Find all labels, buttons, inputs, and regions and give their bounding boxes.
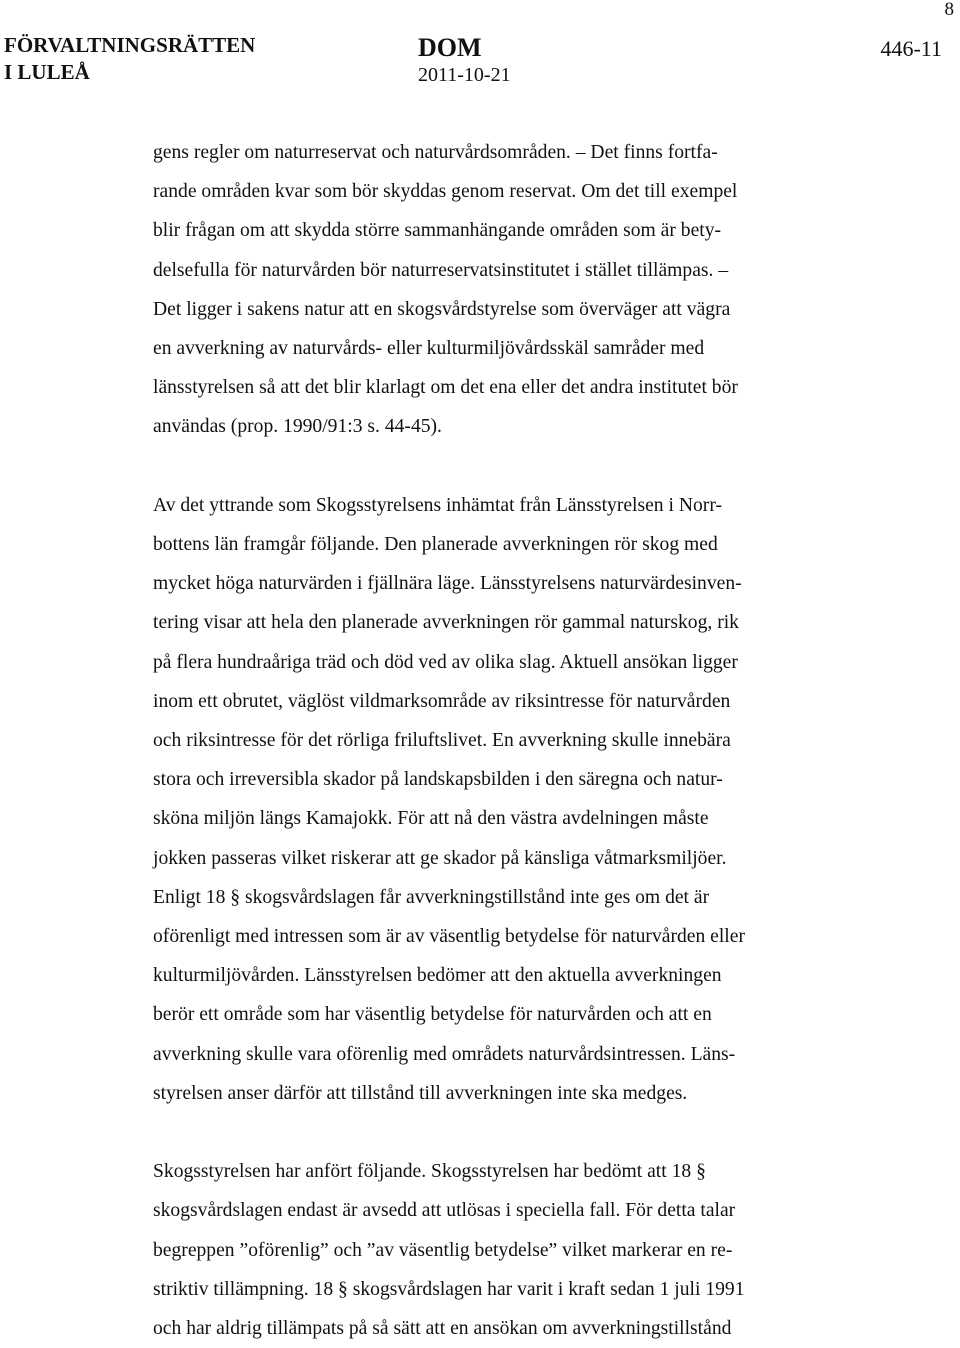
case-number: 446-11 [880, 36, 942, 61]
page-number: 8 [944, 0, 954, 20]
document-date: 2011-10-21 [418, 64, 511, 86]
court-name [4, 32, 255, 86]
document-header [0, 32, 960, 92]
paragraph: gens regler om naturreservat och naturvårdsområden. – Det finns fortfa- rande områden kvar som bör skyddas genom reservat. Om det till exempel blir frågan om att skydda större sammanhängande områden som är bety- delsefulla för naturvården bör naturreservatsinstitutet i stället tillämpas. – Det ligger i sakens natur att en skogsvårdstyrelse som överväger att vägra en avverkning av naturvårds- eller kulturmiljövårdsskäl samråder med länsstyrelsen så att det blir klarlagt om det ena eller det andra institutet bör användas (prop. 1990/91:3 s. 44-45). [153, 142, 738, 438]
paragraph: Skogsstyrelsen har anfört följande. Skogsstyrelsen har bedömt att 18 § skogsvårdslagen endast är avsedd att utlösas i speciella fall. För detta talar begreppen ”oförenlig” och ”av väsentlig betydelse” vilket markerar en re- striktiv tillämpning. 18 § skogsvårdslagen har varit i kraft sedan 1 juli 1991 och har aldrig tillämpats på så sätt att en ansökan om avverkningstillstånd [153, 1161, 745, 1340]
document-type: DOM [418, 33, 482, 62]
court-name-line-2: I LULEÅ [4, 60, 90, 84]
court-name-line-1: FÖRVALTNINGSRÄTTEN [4, 33, 256, 57]
document-type-block [418, 32, 511, 87]
paragraph: Av det yttrande som Skogsstyrelsens inhämtat från Länsstyrelsen i Norr- bottens län framgår följande. Den planerade avverkningen rör skog med mycket höga naturvärden i fjällnära läge. Länsstyrelsens naturvärdesinven- tering visar att hela den planerade avverkningen rör gammal naturskog, rik på flera hundraåriga träd och död ved av olika slag. Aktuell ansökan ligger inom ett obrutet, väglöst vildmarksområde av riksintresse för naturvården och riksintresse för det rörliga friluftslivet. En avverkning skulle innebära stora och irreversibla skador på landskapsbilden i den säregna och natur- sköna miljön längs Kamajokk. För att nå den västra avdelningen måste jokken passeras vilket riskerar att ge skador på känsliga våtmarksmiljöer. Enligt 18 § skogsvårdslagen får avverkningstillstånd inte ges om det är oförenligt med intressen som är av väsentlig betydelse för naturvården eller kulturmiljövården. Länsstyrelsen bedömer att den aktuella avverkningen berör ett område som har väsentlig betydelse för naturvården och att en avverkning skulle vara oförenlig med områdets naturvårdsintressen. Läns- styrelsen anser därför att tillstånd till avverkningen inte ska medges. [153, 494, 745, 1104]
document-body [153, 133, 853, 1348]
